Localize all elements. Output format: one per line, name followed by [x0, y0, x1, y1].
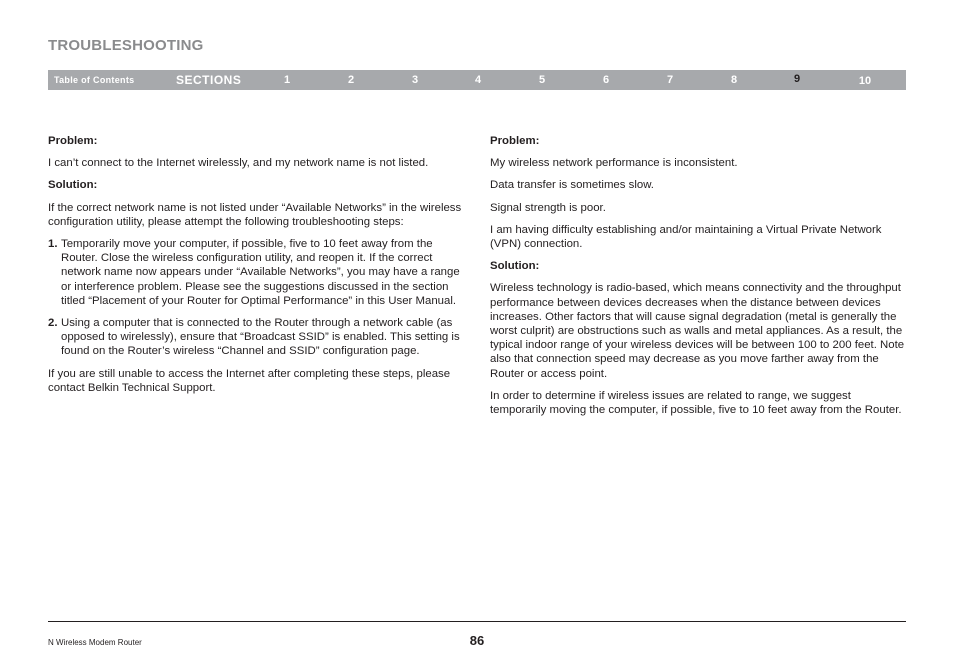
page-section-title: TROUBLESHOOTING: [48, 37, 204, 54]
solution-intro: If the correct network name is not listed under “Available Networks” in the wireless configuration utility, please attempt the following troubleshooting steps:: [48, 201, 462, 228]
section-link-9-active[interactable]: 9: [793, 73, 801, 85]
left-column: [48, 134, 466, 403]
problem-text: Data transfer is sometimes slow.: [490, 179, 654, 192]
section-link-3[interactable]: 3: [411, 74, 419, 86]
footer-divider: [48, 621, 906, 622]
section-nav-bar: [48, 70, 906, 90]
solution-heading: Solution:: [490, 260, 540, 273]
problem-heading: Problem:: [490, 135, 540, 147]
problem-text: Signal strength is poor.: [490, 201, 606, 214]
problem-heading: Problem:: [48, 135, 98, 147]
section-link-8[interactable]: 8: [730, 74, 738, 86]
closing-text: If you are still unable to access the Internet after completing these steps, please contact Belkin Technical Support.: [48, 367, 451, 394]
step-number: 2.: [48, 317, 58, 330]
section-link-1[interactable]: 1: [283, 74, 291, 86]
list-item: [48, 237, 466, 308]
problem-text: I can’t connect to the Internet wirelessly, and my network name is not listed.: [48, 157, 429, 170]
section-link-2[interactable]: 2: [347, 74, 355, 86]
footer-product-name: N Wireless Modem Router: [48, 638, 142, 647]
section-link-4[interactable]: 4: [474, 74, 482, 86]
step-text: Temporarily move your computer, if possible, five to 10 feet away from the Router. Close the wireless configuration utility, and reopen it. If the correct network name now appears under “Available Networks”, you may have a range or interference problem. Please see the suggestions discussed in the section titled “Placement of your Router for Optimal Performance” in this User Manual.: [61, 238, 460, 307]
solution-text: In order to determine if wireless issues are related to range, we suggest temporarily moving the computer, if possible, five to 10 feet away from the Router.: [490, 389, 902, 417]
step-text: Using a computer that is connected to the Router through a network cable (as opposed to wirelessly), ensure that “Broadcast SSID” is enabled. This setting is found on the Router’s wireless “Channel and SSID” configuration page.: [61, 317, 460, 358]
problem-text: I am having difficulty establishing and/or maintaining a Virtual Private Network (VPN) connection.: [490, 223, 882, 251]
section-link-10[interactable]: 10: [858, 75, 872, 87]
problem-text: My wireless network performance is inconsistent.: [490, 157, 738, 170]
page-number: 86: [469, 633, 485, 648]
right-column: [490, 134, 908, 425]
table-of-contents-link[interactable]: Table of Contents: [54, 75, 135, 85]
section-link-6[interactable]: 6: [602, 74, 610, 86]
list-item: [48, 316, 466, 359]
section-link-5[interactable]: 5: [538, 74, 546, 86]
solution-text: Wireless technology is radio-based, which means connectivity and the throughput performance between devices decreases when the distance between devices increases. Other factors that will cause signal degradation (metal is generally the worst culprit) are obstructions such as walls and metal appliances. As a result, the typical indoor range of your wireless devices will be between 100 to 200 feet. Note also that connection speed may decrease as you move farther away from the Router or access point.: [490, 282, 905, 380]
steps-list: [48, 237, 466, 359]
solution-heading: Solution:: [48, 179, 98, 192]
step-number: 1.: [48, 238, 58, 251]
section-link-7[interactable]: 7: [666, 74, 674, 86]
sections-label: SECTIONS: [176, 73, 242, 87]
